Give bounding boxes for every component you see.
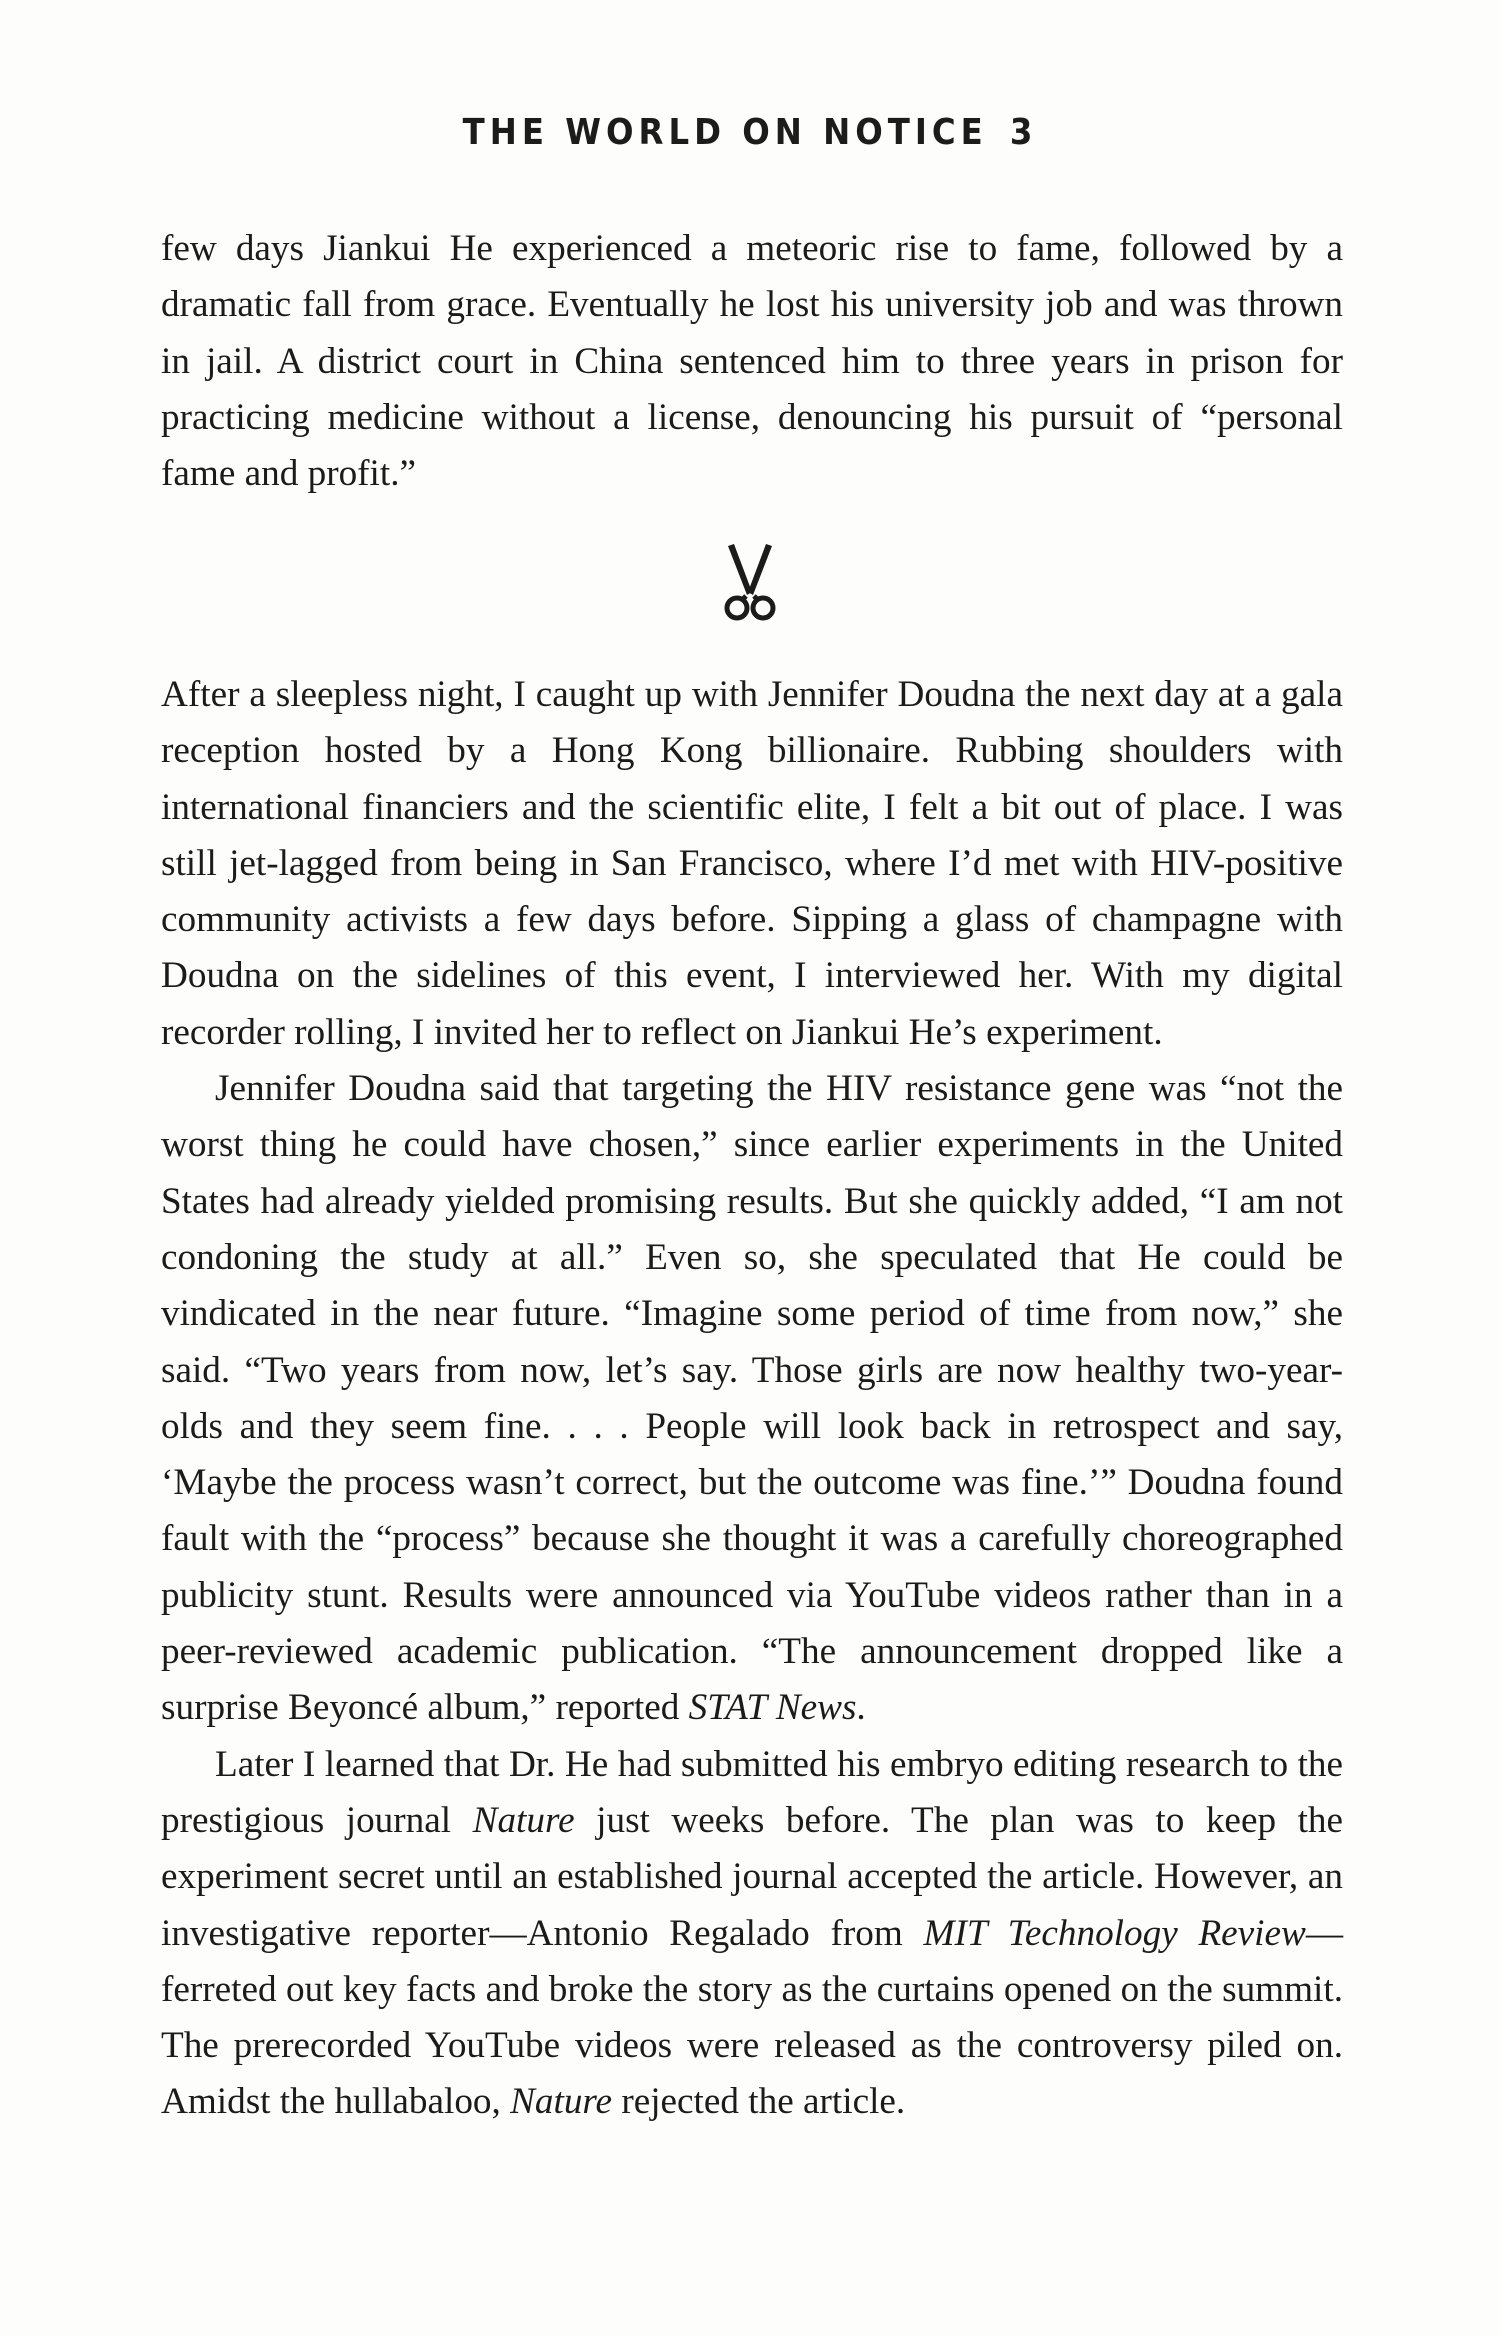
paragraph-doudna-end: . [856, 1687, 866, 1729]
nature-title-1: Nature [472, 1799, 575, 1841]
mit-tech-review-title: MIT Technology Review [923, 1912, 1306, 1954]
chapter-title: THE WORLD ON NOTICE [462, 112, 988, 153]
paragraph-continuation: few days Jiankui He experienced a meteoric rise to fame, followed by a dramatic fall from grace. Eventually he lost his university job and was thrown in jail. A district court in China sentenced him to three years in prison for practicing medicine without a license, denouncing his pursuit of “personal fame and profit.” [161, 228, 1343, 495]
paragraph-gala: After a sleepless night, I caught up with Jennifer Doudna the next day at a gala reception hosted by a Hong Kong billionaire. Rubbing shoulders with international financiers and the scientific elite, I felt a bit out of place. I was still jet-lagged from being in San Francisco, where I’d met with HIV-positive community activists a few days before. Sipping a glass of champagne with Doudna on the sidelines of this event, I interviewed her. With my digital recorder rolling, I invited her to reflect on Jiankui He’s experiment. [161, 674, 1343, 1053]
paragraph-nature [161, 1737, 1343, 2131]
paragraph-doudna-text: Jennifer Doudna said that targeting the HIV resistance gene was “not the worst thing he could have chosen,” since earlier experiments in the United States had already yielded promising results. But she quickly added, “I am not condoning the study at all.” Even so, she speculated that He could be vindicated in the near future. “Imagine some period of time from now,” she said. “Two years from now, let’s say. Those girls are now healthy two-year-olds and they seem fine. . . . People will look back in retrospect and say, ‘Maybe the process wasn’t correct, but the outcome was fine.’” Doudna found fault with the “process” because she thought it was a carefully choreographed publicity stunt. Results were announced via YouTube videos rather than in a peer-reviewed academic publication. “The announcement dropped like a surprise Beyoncé album,” reported [161, 1068, 1343, 1729]
page-number: 3 [1009, 112, 1038, 153]
paragraph-doudna-quote [161, 1061, 1343, 1737]
running-head [0, 112, 1500, 153]
scissors-icon [718, 540, 782, 630]
text-block-top [161, 221, 1343, 502]
nature-title-2: Nature [510, 2081, 613, 2123]
paragraph-nature-part1: Later I learned that Dr. He had submitted his embryo editing research to the prestigious journal [161, 1743, 1343, 1841]
text-block-main [161, 667, 1343, 2131]
paragraph-nature-part3: —ferreted out key facts and broke the story as the curtains opened on the summit. The prerecorded YouTube videos were released as the controversy piled on. Amidst the hullabaloo, [161, 1912, 1344, 2123]
paragraph-nature-part4: rejected the article. [621, 2081, 906, 2123]
paragraph-nature-part2: just weeks before. The plan was to keep the experiment secret until an established journal accepted the article. However, an investigative reporter—Antonio Regalado from [161, 1799, 1344, 1954]
stat-news-title: STAT News [688, 1687, 857, 1729]
